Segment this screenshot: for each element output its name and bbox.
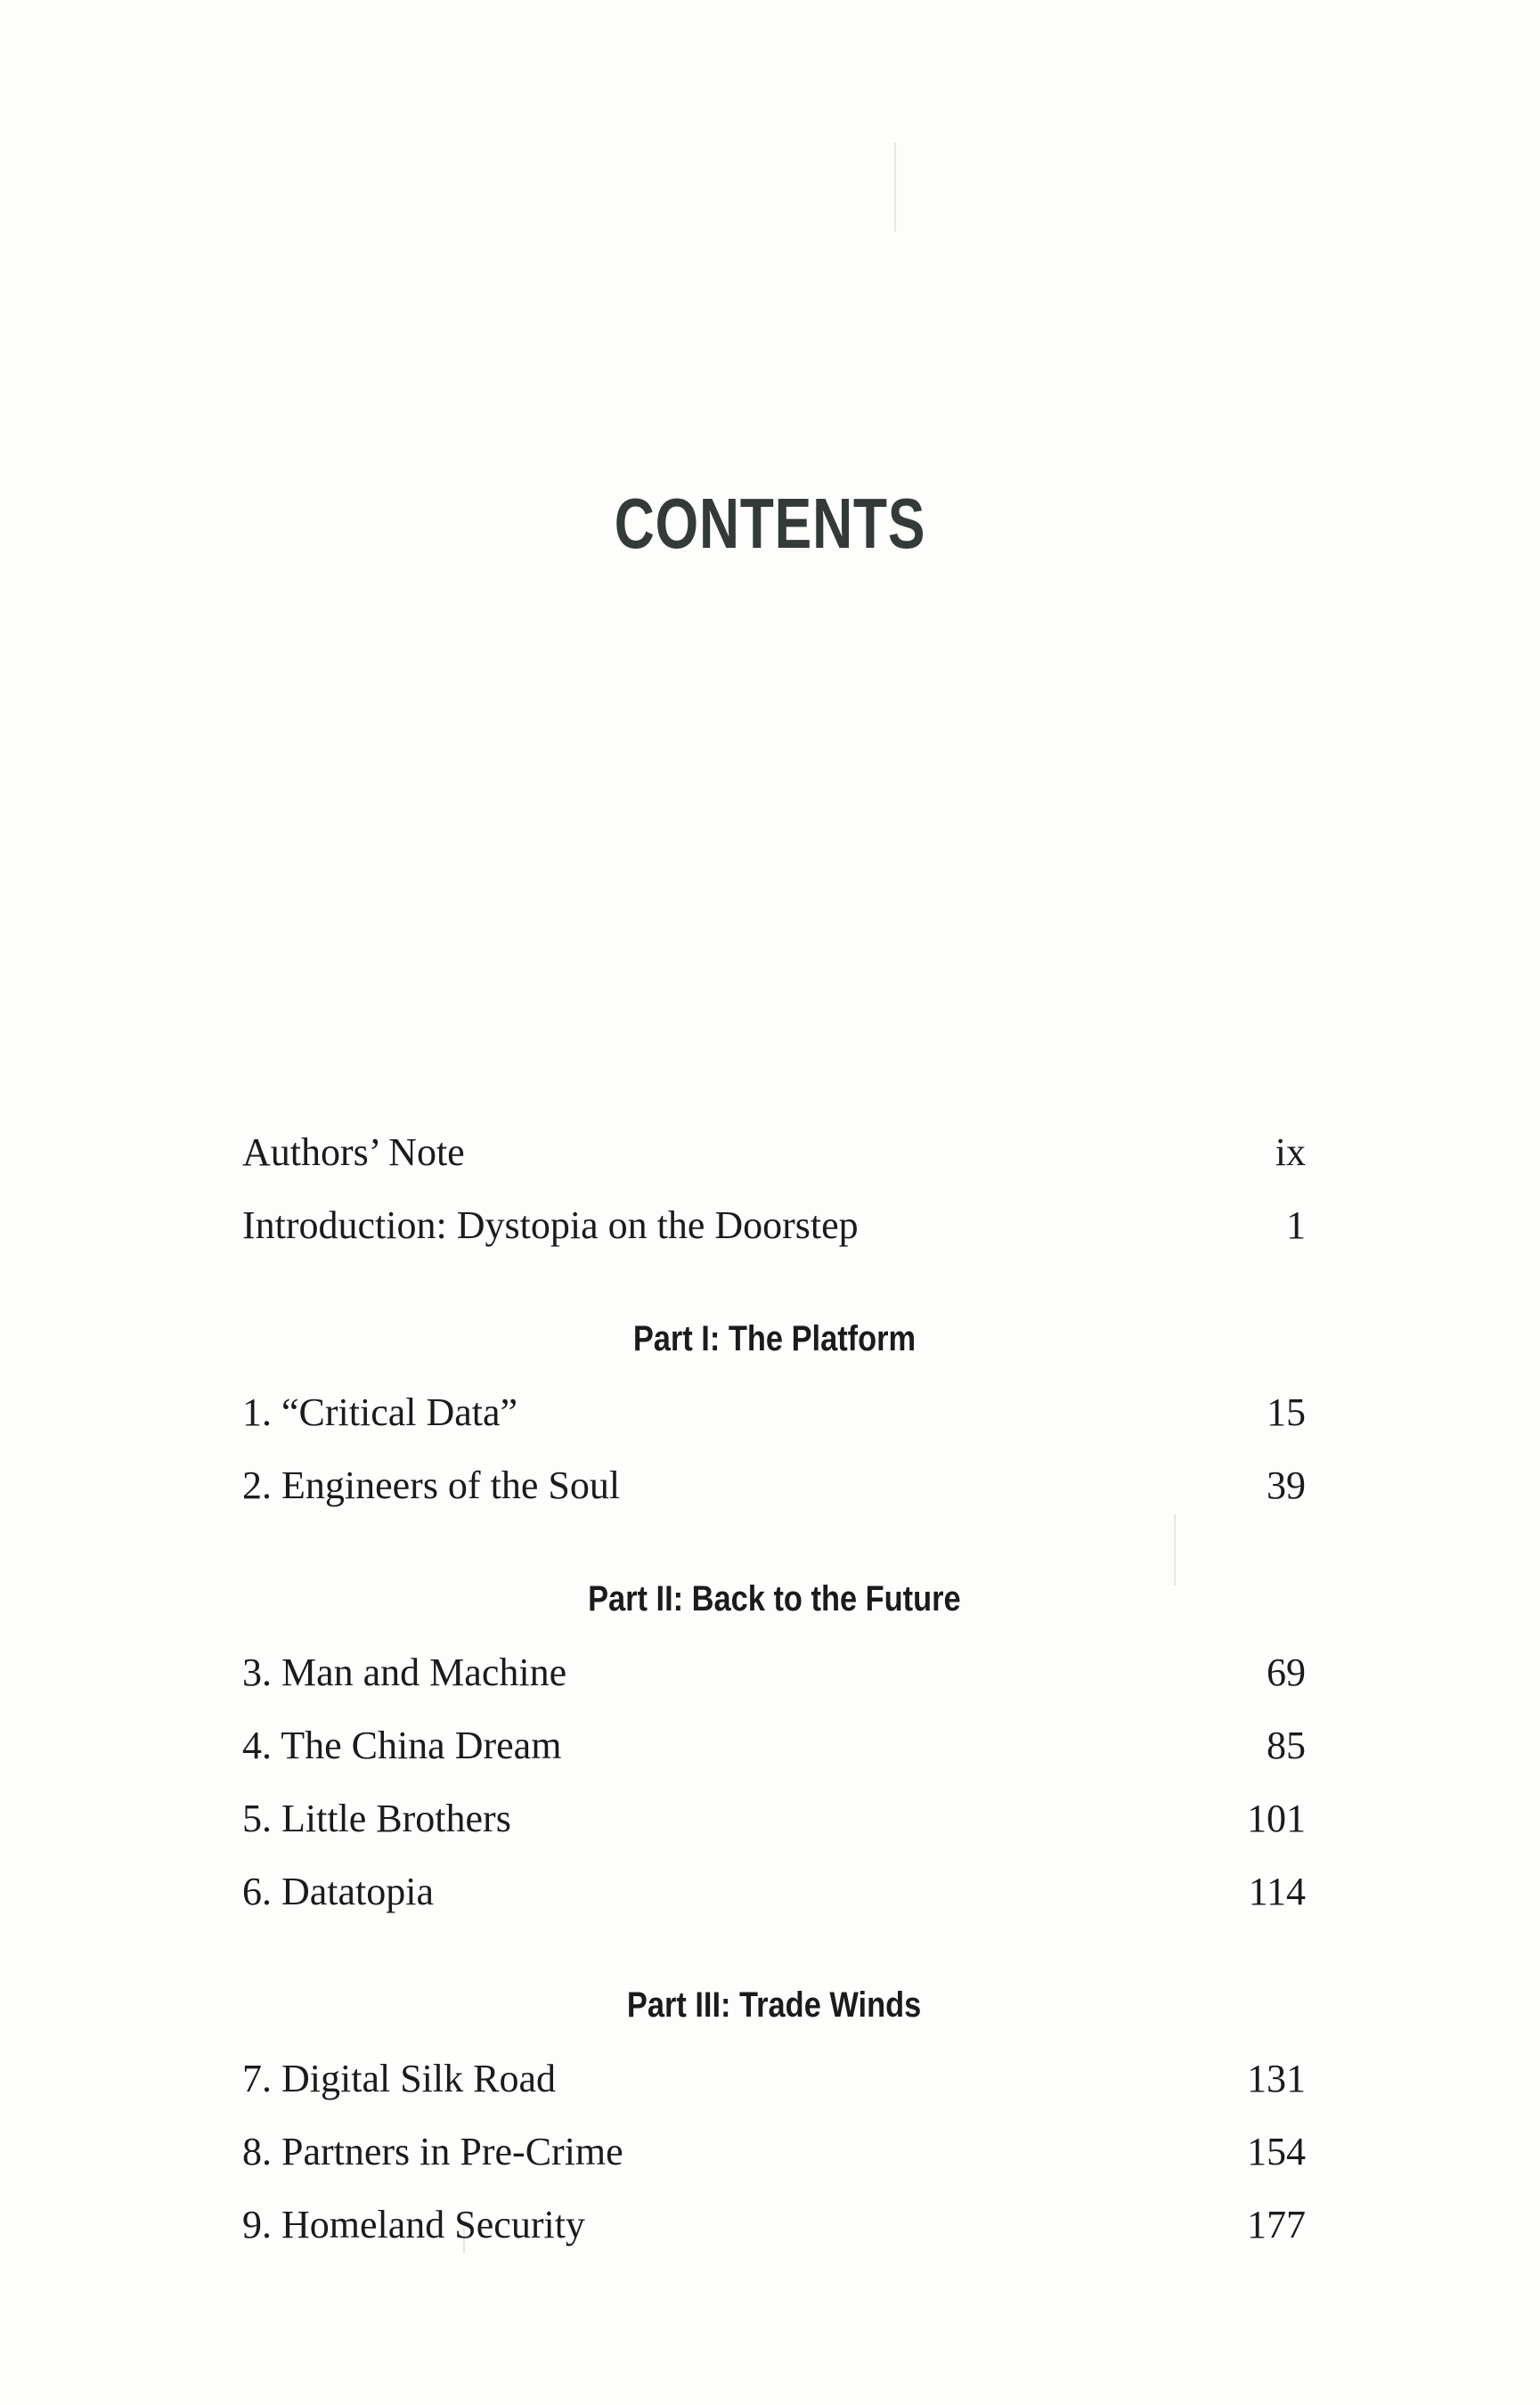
toc-entry-page: 85	[1267, 1724, 1306, 1767]
toc-entry[interactable]	[242, 1202, 1306, 1276]
toc-entry-page: 114	[1248, 1870, 1306, 1913]
toc-entry-page: 15	[1267, 1390, 1306, 1434]
part-heading	[242, 1288, 1306, 1390]
toc-entry[interactable]	[242, 1650, 1306, 1723]
toc-entry-page: 1	[1286, 1203, 1306, 1247]
toc-entry-label: 5. Little Brothers	[242, 1797, 511, 1840]
toc-entry[interactable]	[242, 1129, 1306, 1202]
toc-entry-label: Introduction: Dystopia on the Doorstep	[242, 1203, 859, 1247]
toc-entry[interactable]	[242, 2056, 1306, 2129]
toc-entry-label: Authors’ Note	[242, 1130, 465, 1174]
toc-entry[interactable]	[242, 1869, 1306, 1942]
toc-entry-page: 154	[1247, 2130, 1306, 2173]
part-heading	[242, 1954, 1306, 2056]
toc-entry-label: 4. The China Dream	[242, 1724, 562, 1767]
page-title: CONTENTS	[614, 484, 926, 563]
toc-entry-label: 6. Datatopia	[242, 1870, 435, 1913]
table-of-contents	[242, 1129, 1306, 2275]
part-heading	[242, 1548, 1306, 1650]
toc-entry-label: 7. Digital Silk Road	[242, 2057, 556, 2100]
toc-entry-label: 8. Partners in Pre-Crime	[242, 2130, 623, 2173]
toc-entry-label: 9. Homeland Security	[242, 2203, 585, 2246]
toc-entry-page: 131	[1247, 2057, 1306, 2100]
scan-artifact	[894, 143, 896, 232]
part-heading-text: Part III: Trade Winds	[626, 1985, 922, 2025]
toc-entry-label: 3. Man and Machine	[242, 1651, 567, 1694]
toc-entry[interactable]	[242, 1796, 1306, 1869]
toc-entry[interactable]	[242, 1723, 1306, 1796]
toc-entry-page: 101	[1247, 1797, 1306, 1840]
toc-entry[interactable]	[242, 2129, 1306, 2202]
toc-entry-page: ix	[1275, 1130, 1306, 1174]
toc-entry-label: 2. Engineers of the Soul	[242, 1463, 621, 1507]
toc-entry-label: 1. “Critical Data”	[242, 1390, 518, 1434]
part-heading-text: Part I: The Platform	[632, 1318, 916, 1358]
part-heading-text: Part II: Back to the Future	[587, 1578, 961, 1618]
toc-entry-page: 69	[1267, 1651, 1306, 1694]
toc-entry[interactable]	[242, 1390, 1306, 1463]
toc-entry-page: 177	[1247, 2203, 1306, 2246]
toc-entry-page: 39	[1267, 1463, 1306, 1507]
toc-entry[interactable]	[242, 1463, 1306, 1536]
toc-entry[interactable]	[242, 2202, 1306, 2275]
